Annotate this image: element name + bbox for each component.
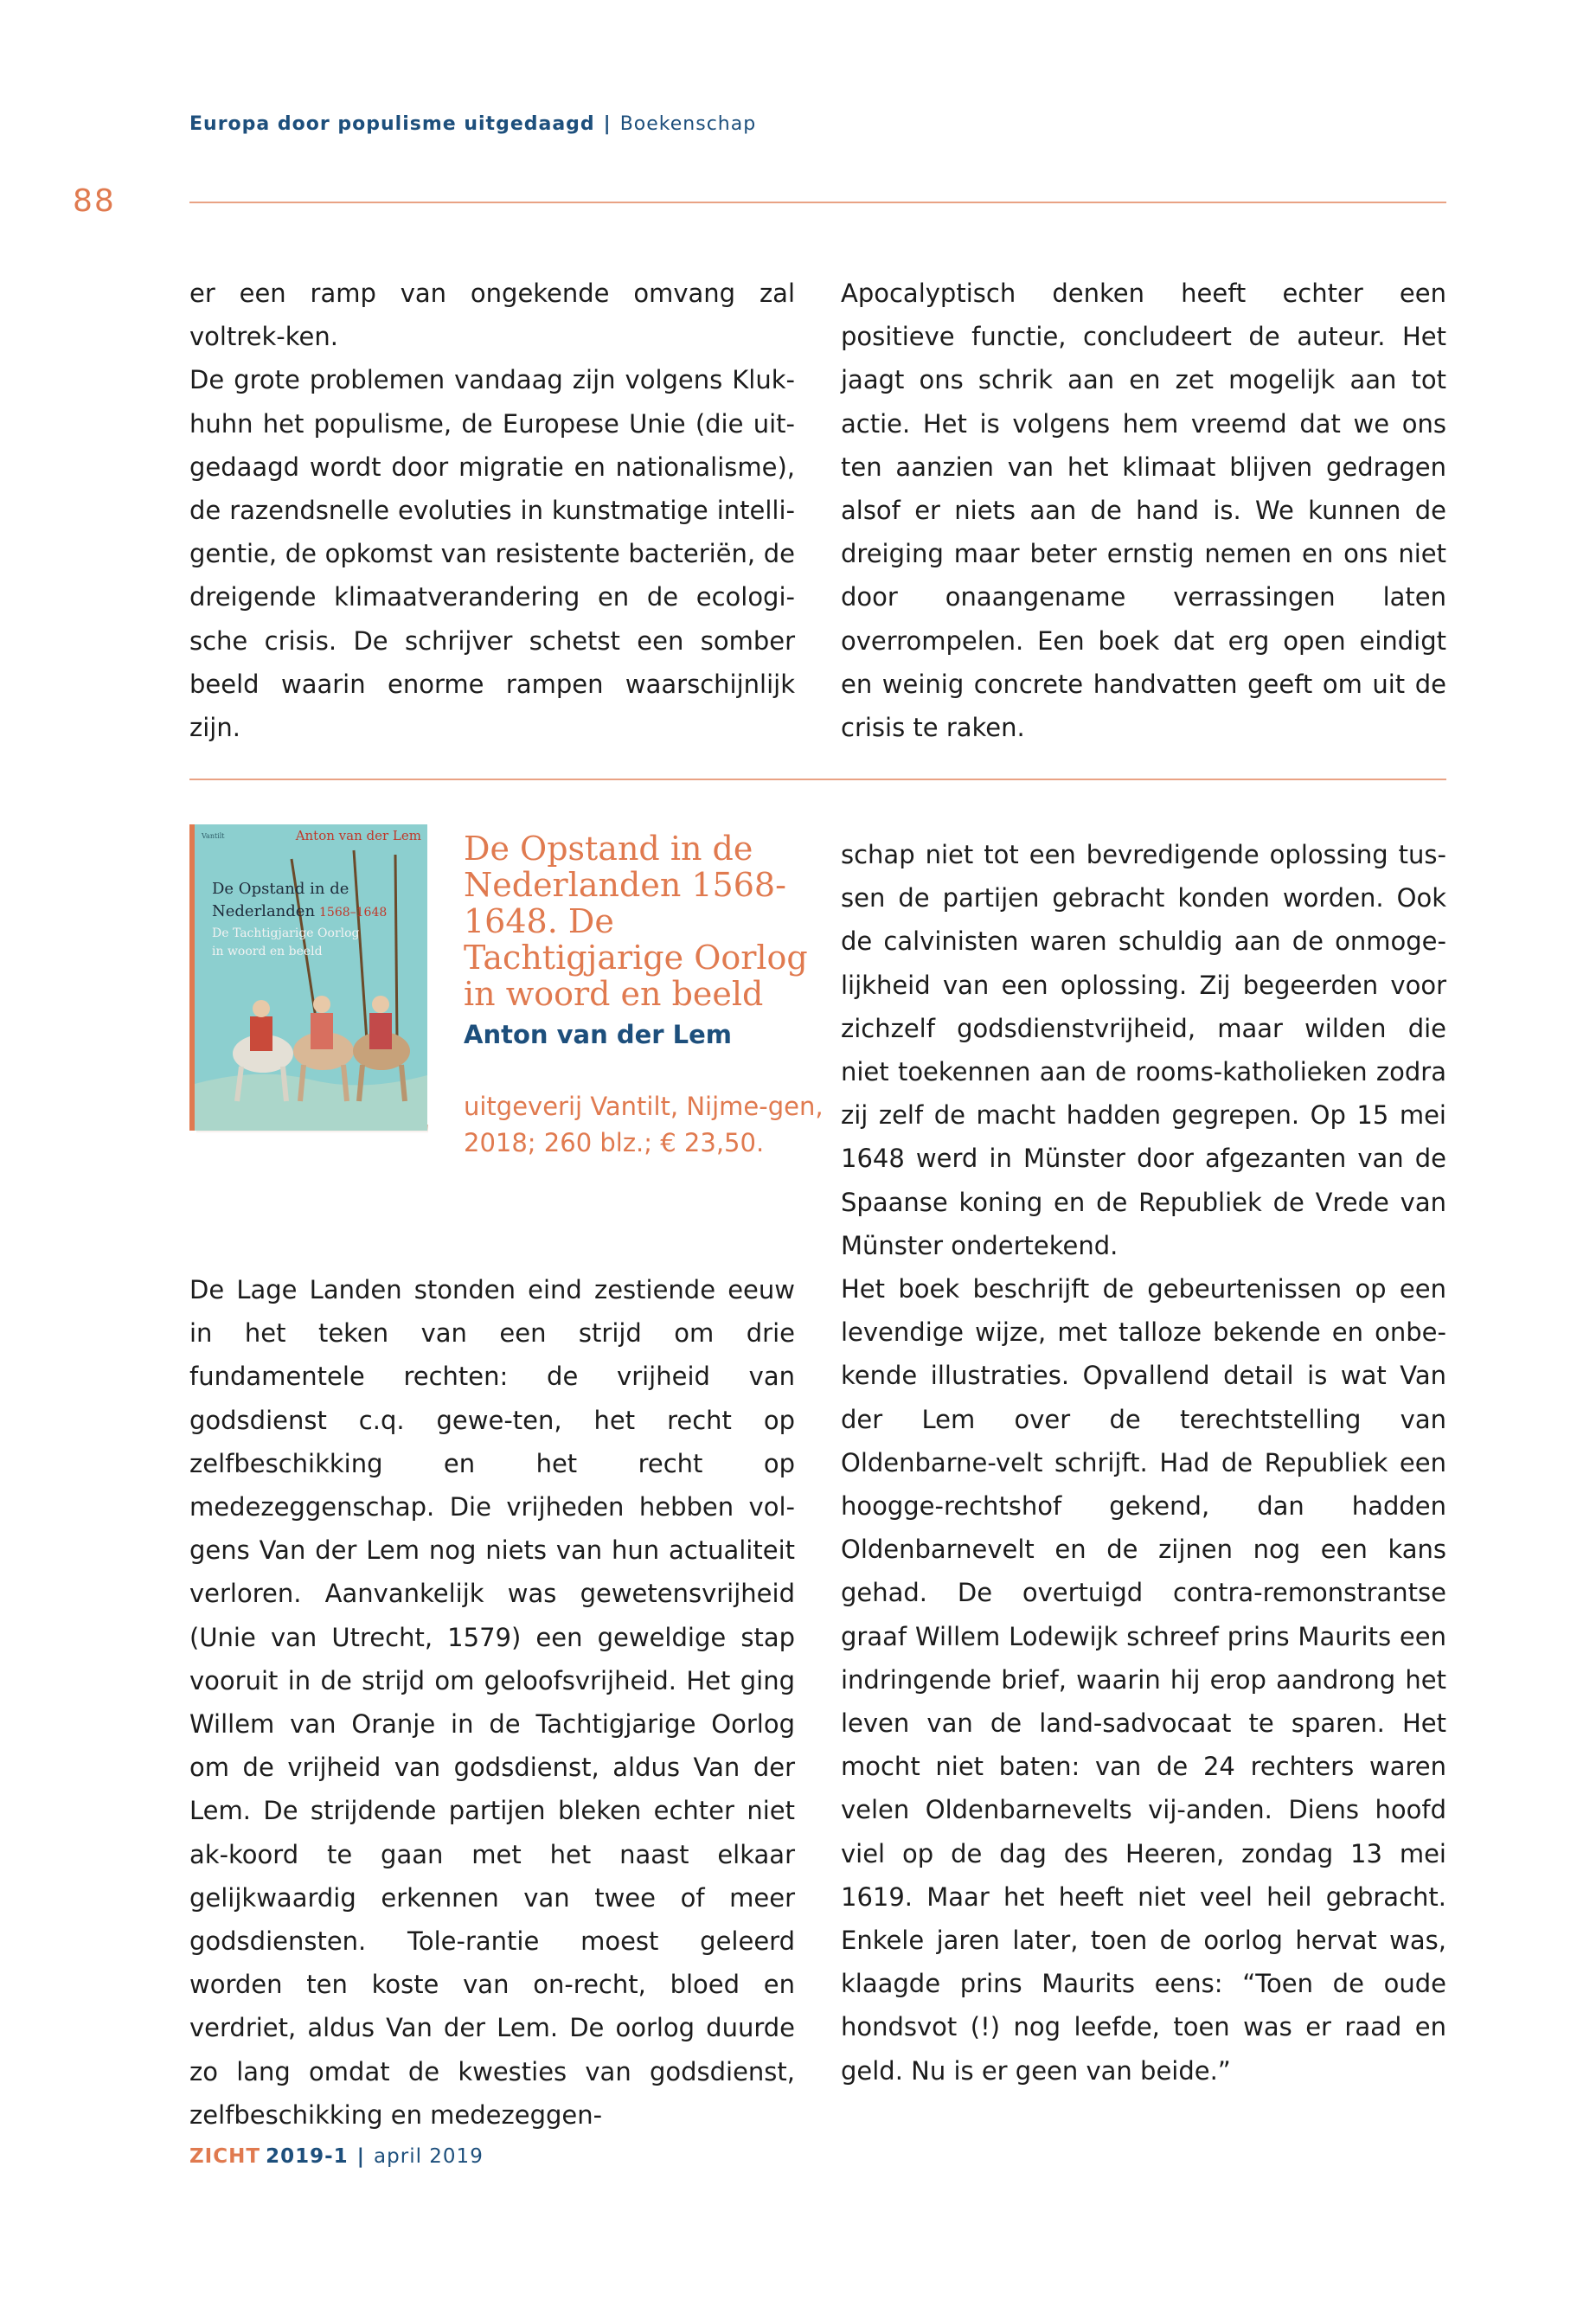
- header-rule: [189, 202, 1446, 203]
- paragraph: De grote problemen vandaag zijn volgens Kluk-huhn het populisme, de Europese Unie (die uit-gedaagd wordt door migratie en nationalisme), de razendsnelle evoluties in kunstmatige intelli-gentie, de opkomst van resistente bacteriën, de dreigende klimaatverandering en de ecologi-sche crisis. De schrijver schetst een somber beeld waarin enorme rampen waarschijnlijk zijn.: [189, 365, 795, 743]
- book-publication: uitgeverij Vantilt, Nijme-gen, 2018; 260 blz.; € 23,50.: [464, 1092, 824, 1157]
- paragraph: er een ramp van ongekende omvang zal voltrek-ken.: [189, 279, 795, 352]
- page-number: 88: [73, 183, 116, 219]
- cover-title-line2: Nederlanden: [212, 902, 316, 920]
- review2-right-column: [841, 833, 1446, 2093]
- footer-magazine: ZICHT: [189, 2145, 261, 2168]
- book-author: Anton van der Lem: [464, 1020, 733, 1049]
- review1-right-column: [841, 272, 1446, 749]
- footer-separator: |: [356, 2145, 366, 2168]
- running-header: [189, 113, 756, 135]
- cover-subtitle-line1: De Tachtigjarige Oorlog: [212, 926, 360, 940]
- cover-subtitle-line2: in woord en beeld: [212, 945, 323, 958]
- review1-left-column: [189, 272, 795, 749]
- footer-issue: 2019-1: [266, 2145, 349, 2168]
- paragraph: Het boek beschrijft de gebeurtenissen op een levendige wijze, met talloze bekende en onbe-kende illustraties. Opvallend detail is wat Van der Lem over de terechtstelling van Oldenbarne-velt schrijft. Had de Republiek een hoogge-rechtshof gekend, dan hadden Oldenbarnevelt en de zijnen nog een kans gehad. De overtuigd contra-remonstrantse graaf Willem Lodewijk schreef prins Maurits een indringende brief, waarin hij erop aandrong het leven van de land-sadvocaat te sparen. Het mocht niet baten: van de 24 rechters waren velen Oldenbarnevelts vij-anden. Diens hoofd viel op de dag des Heeren, zondag 13 mei 1619. Maar het heeft niet veel heil gebracht. Enkele jaren later, toen de oorlog hervat was, klaagde prins Maurits eens: “Toen de oude hondsvot (!) nog leefde, toen was er raad en geld. Nu is er geen van beide.”: [841, 1274, 1446, 2086]
- running-header-section: Boekenschap: [619, 113, 757, 135]
- book-info: [464, 830, 827, 1161]
- cover-publisher-mark: Vantilt: [202, 832, 225, 840]
- running-header-separator: |: [603, 113, 612, 135]
- paragraph: schap niet tot een bevredigende oplossing tus-sen de partijen gebracht konden worden. Ook de calvinisten waren schuldig aan de onmoge-lijkheid van een oplossing. Zij begeerden voor zichzelf godsdienstvrijheid, maar wilden die niet toekennen aan de rooms-katholieken zodra zij zelf de macht hadden gegrepen. Op 15 mei 1648 werd in Münster door afgezanten van de Spaanse koning en de Republiek de Vrede van Münster ondertekend.: [841, 840, 1446, 1260]
- cover-author: Anton van der Lem: [295, 828, 421, 843]
- footer: [189, 2145, 484, 2168]
- paragraph: Apocalyptisch denken heeft echter een positieve functie, concludeert de auteur. Het jaagt ons schrik aan en zet mogelijk aan tot actie. Het is volgens hem vreemd dat we ons ten aanzien van het klimaat blijven gedragen alsof er niets aan de hand is. We kunnen de dreiging maar beter ernstig nemen en ons niet door onaangename verrassingen laten overrompelen. Een boek dat erg open eindigt en weinig concrete handvatten geeft om uit de crisis te raken.: [841, 279, 1446, 743]
- review2-left-column: [189, 1268, 795, 2137]
- paragraph: De Lage Landen stonden eind zestiende eeuw in het teken van een strijd om drie fundamentele rechten: de vrijheid van godsdienst c.q. gewe-ten, het recht op zelfbeschikking en het recht op medezeggenschap. Die vrijheden hebben vol-gens Van der Lem nog niets van hun actualiteit verloren. Aanvankelijk was gewetensvrijheid (Unie van Utrecht, 1579) een geweldige stap vooruit in de strijd om geloofsvrijheid. Het ging Willem van Oranje in de Tachtigjarige Oorlog om de vrijheid van godsdienst, aldus Van der Lem. De strijdende partijen bleken echter niet ak-koord te gaan met het naast elkaar gelijkwaardig erkennen van twee of meer godsdiensten. Tole-rantie moest geleerd worden ten koste van on-recht, bloed en verdriet, aldus Van der Lem. De oorlog duurde zo lang omdat de kwesties van godsdienst, zelfbeschikking en medezeggen-: [189, 1275, 795, 2130]
- cover-title-line1: De Opstand in de: [212, 880, 349, 898]
- book-title: De Opstand in de Nederlanden 1568-1648. De Tachtigjarige Oorlog in woord en beeld: [464, 830, 808, 1013]
- footer-date: april 2019: [374, 2145, 484, 2168]
- cover-years: 1568–1648: [319, 906, 388, 920]
- running-header-title: Europa door populisme uitgedaagd: [189, 113, 595, 135]
- section-divider: [189, 779, 1446, 780]
- book-cover-image: [189, 824, 427, 1131]
